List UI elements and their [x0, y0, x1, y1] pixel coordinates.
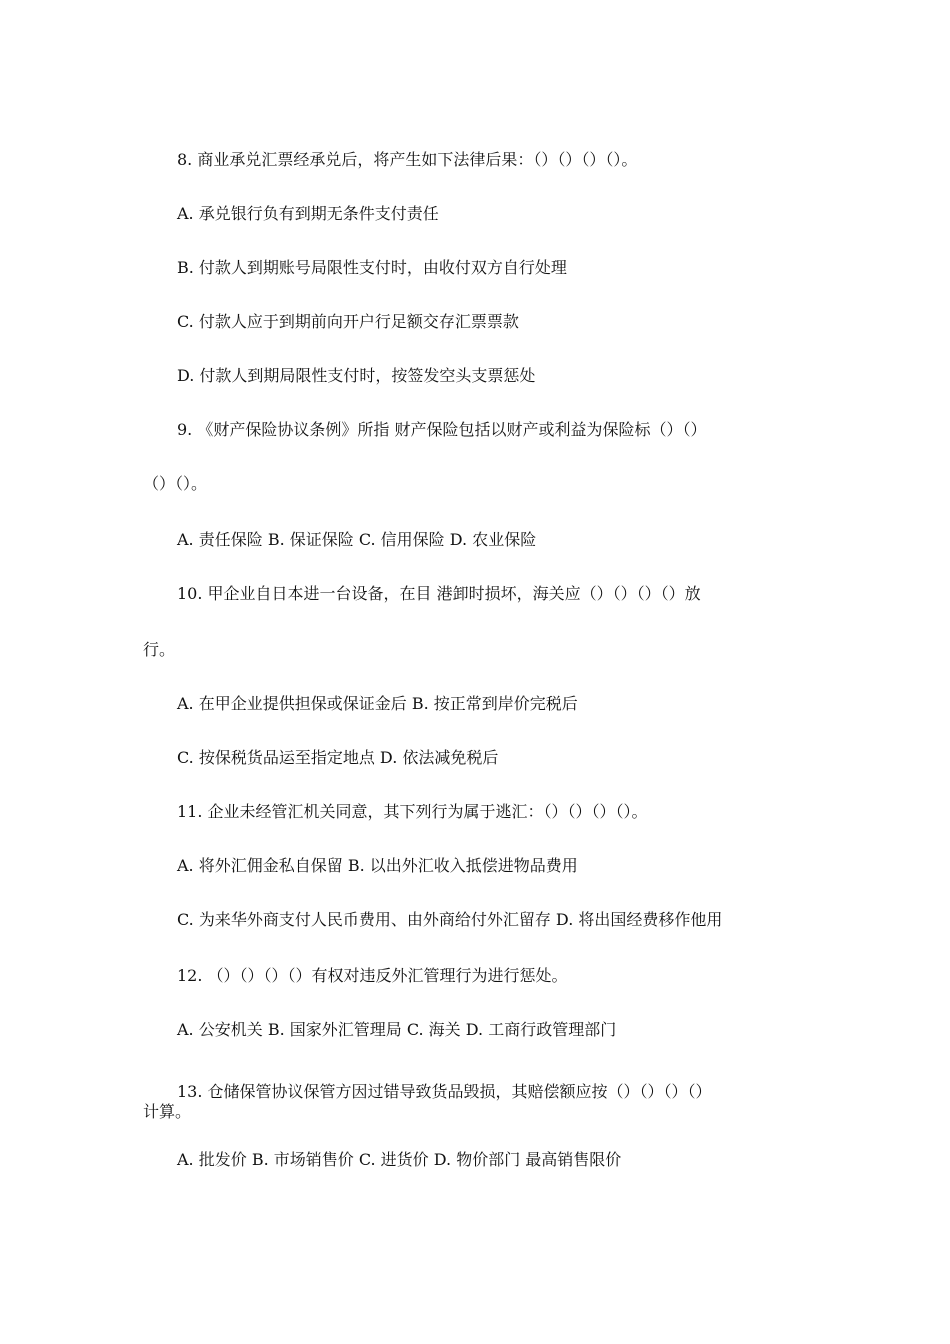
- question-10-stem: 10. 甲企业自日本进一台设备，在目 港卸时损坏，海关应（）（）（）（）放: [177, 584, 701, 603]
- question-9-stem-continued: （）（）。: [143, 474, 208, 493]
- question-12-options: A. 公安机关 B. 国家外汇管理局 C. 海关 D. 工商行政管理部门: [177, 1020, 617, 1039]
- question-8-option-b: B. 付款人到期账号局限性支付时，由收付双方自行处理: [177, 258, 567, 277]
- question-11-options-ab: A. 将外汇佣金私自保留 B. 以出外汇收入抵偿进物品费用: [177, 856, 578, 875]
- question-8-stem: 8. 商业承兑汇票经承兑后，将产生如下法律后果：（）（）（）（）。: [177, 150, 638, 169]
- question-10-stem-continued: 行。: [143, 640, 176, 659]
- question-10-options-cd: C. 按保税货品运至指定地点 D. 依法减免税后: [177, 748, 499, 767]
- question-13-options: A. 批发价 B. 市场销售价 C. 进货价 D. 物价部门 最高销售限价: [177, 1150, 622, 1169]
- question-10-options-ab: A. 在甲企业提供担保或保证金后 B. 按正常到岸价完税后: [177, 694, 578, 713]
- question-11-stem: 11. 企业未经管汇机关同意，其下列行为属于逃汇：（）（）（）（）。: [177, 802, 648, 821]
- question-13-stem-continued: 计算。: [143, 1102, 192, 1121]
- question-8-option-d: D. 付款人到期局限性支付时，按签发空头支票惩处: [177, 366, 536, 385]
- question-13-stem: 13. 仓储保管协议保管方因过错导致货品毁损，其赔偿额应按（）（）（）（）: [177, 1082, 712, 1101]
- question-11-options-cd: C. 为来华外商支付人民币费用、由外商给付外汇留存 D. 将出国经费移作他用: [177, 910, 723, 929]
- question-8-option-a: A. 承兑银行负有到期无条件支付责任: [177, 204, 439, 223]
- question-8-option-c: C. 付款人应于到期前向开户行足额交存汇票票款: [177, 312, 519, 331]
- question-12-stem: 12. （）（）（）（）有权对违反外汇管理行为进行惩处。: [177, 966, 568, 985]
- question-9-options: A. 责任保险 B. 保证保险 C. 信用保险 D. 农业保险: [177, 530, 537, 549]
- question-9-stem: 9. 《财产保险协议条例》所指 财产保险包括以财产或利益为保险标（）（）: [177, 420, 707, 439]
